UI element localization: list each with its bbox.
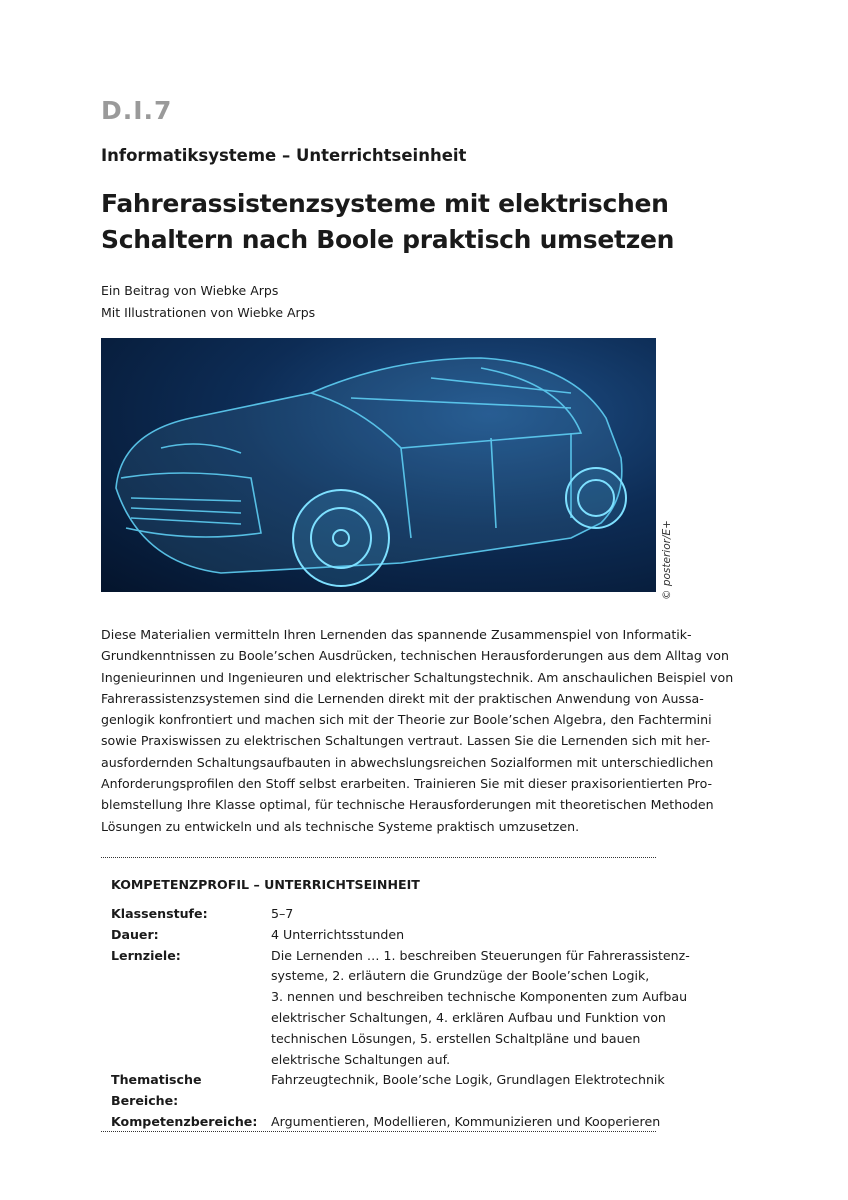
divider — [101, 857, 656, 858]
intro-line: sowie Praxiswissen zu elektrischen Schaltungen vertraut. Lassen Sie die Lernenden sich mit her- — [101, 733, 711, 749]
row-value: elektrische Schaltungen auf. — [271, 1051, 451, 1067]
row-value: technischen Lösungen, 5. erstellen Schaltpläne und bauen — [271, 1030, 641, 1046]
profile-row — [111, 925, 656, 946]
intro-line: ausfordernden Schaltungsaufbauten in abwechslungsreichen Sozialformen mit unterschiedlichen — [101, 754, 714, 770]
authors — [101, 280, 315, 324]
title-line: Schaltern nach Boole praktisch umsetzen — [101, 225, 675, 254]
profile-row — [111, 1070, 665, 1112]
intro-line: genlogik konfrontiert und machen sich mit der Theorie zur Boole’schen Algebra, den Fachtermini — [101, 712, 712, 728]
illustrator: Mit Illustrationen von Wiebke Arps — [101, 305, 316, 320]
image-credit: © posterior/E+ — [661, 520, 673, 600]
row-label: Kompetenzbereiche: — [111, 1113, 258, 1129]
profile-row — [111, 946, 690, 1071]
car-illustration-icon — [101, 338, 656, 592]
profile-heading: KOMPETENZPROFIL – UNTERRICHTSEINHEIT — [111, 877, 420, 892]
author: Ein Beitrag von Wiebke Arps — [101, 283, 279, 298]
row-label: Klassenstufe: — [111, 906, 208, 921]
row-value: elektrischer Schaltungen, 4. erklären Aufbau und Funktion von — [271, 1009, 666, 1025]
hero-image — [101, 338, 656, 592]
row-value: 3. nennen und beschreiben technische Komponenten zum Aufbau — [271, 989, 688, 1005]
competence-profile — [111, 877, 690, 1133]
intro-line: Anforderungsprofilen den Stoff selbst erarbeiten. Trainieren Sie mit dieser praxisorientierten Pro- — [101, 776, 713, 792]
row-value: Fahrzeugtechnik, Boole’sche Logik, Grundlagen Elektrotechnik — [271, 1072, 665, 1088]
intro-line: Grundkenntnissen zu Boole’schen Ausdrücken, technischen Herausforderungen aus dem Alltag von — [101, 648, 729, 664]
profile-row — [111, 1112, 661, 1133]
intro-line: Diese Materialien vermitteln Ihren Lernenden das spannende Zusammenspiel von Informatik- — [101, 627, 692, 642]
row-value: 4 Unterrichtsstunden — [271, 926, 405, 942]
page-title — [101, 186, 674, 258]
row-value: Argumentieren, Modellieren, Kommunizieren und Kooperieren — [271, 1113, 661, 1129]
intro-line: Fahrerassistenzsystemen sind die Lernenden direkt mit der praktischen Anwendung von Aussa- — [101, 690, 704, 706]
divider — [101, 1131, 656, 1132]
intro-paragraph — [101, 624, 734, 837]
intro-line: Ingenieurinnen und Ingenieuren und elektrischer Schaltungstechnik. Am anschaulichen Beispiel von — [101, 669, 734, 685]
profile-row — [111, 904, 656, 925]
subtitle: Informatiksysteme – Unterrichtseinheit — [101, 146, 467, 165]
row-value: Die Lernenden … 1. beschreiben Steuerungen für Fahrerassistenz- — [271, 947, 690, 963]
row-label: Dauer: — [111, 926, 159, 942]
intro-line: blemstellung Ihre Klasse optimal, für technische Herausforderungen mit theoretischen Methoden — [101, 797, 714, 813]
row-label: Lernziele: — [111, 947, 181, 963]
row-value: 5–7 — [271, 906, 294, 921]
intro-line: Lösungen zu entwickeln und als technische Systeme praktisch umzusetzen. — [101, 818, 580, 834]
row-label: Thematische Bereiche: — [111, 1072, 202, 1109]
unit-code: D.I.7 — [101, 96, 173, 125]
row-value: systeme, 2. erläutern die Grundzüge der Boole’schen Logik, — [271, 968, 650, 984]
title-line: Fahrerassistenzsysteme mit elektrischen — [101, 189, 669, 218]
